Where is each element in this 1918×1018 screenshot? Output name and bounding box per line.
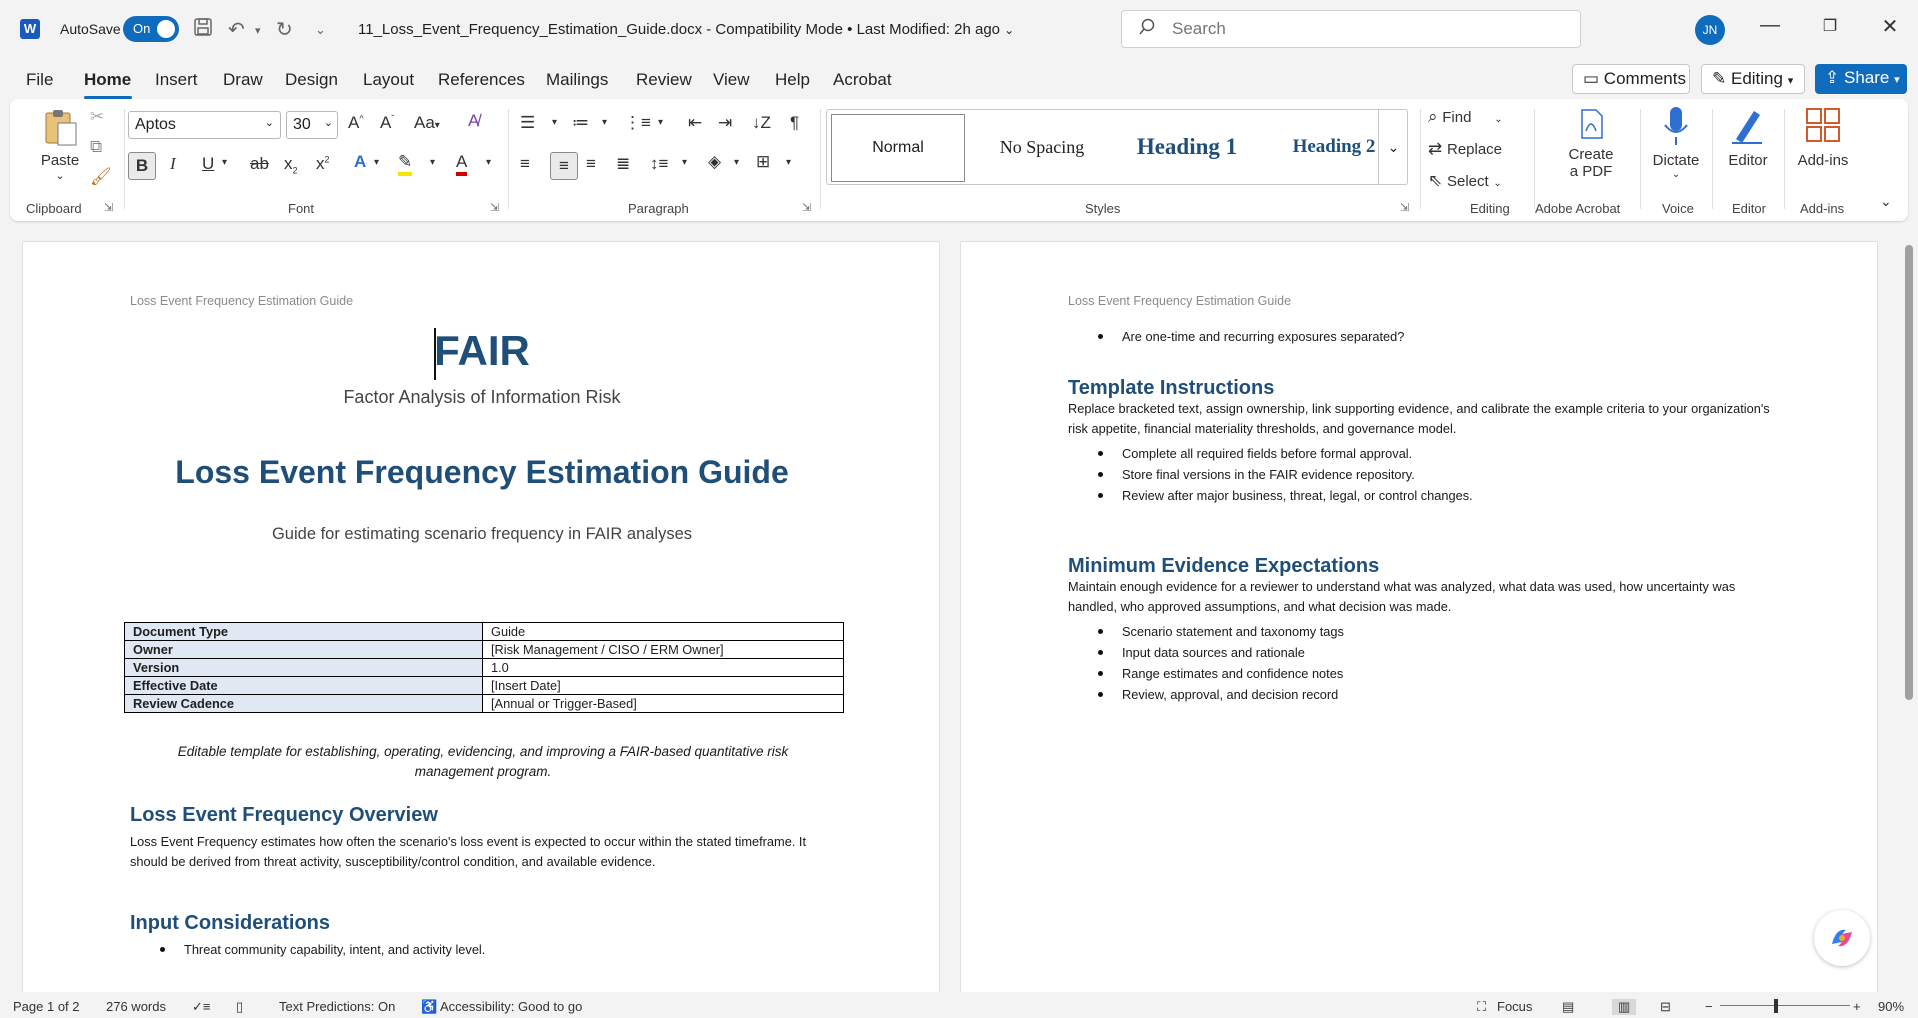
paste-icon [40, 107, 80, 147]
accessibility-status[interactable]: Accessibility: Good to go [440, 999, 583, 1014]
section-heading: Input Considerations [130, 912, 330, 934]
group-label-editing: Editing [1470, 201, 1510, 216]
proofing-icon[interactable]: ✓≡ [192, 999, 211, 1014]
chevron-down-icon[interactable]: ▾ [374, 157, 380, 168]
clipboard-launcher-icon[interactable]: ⇲ [104, 202, 114, 214]
paste-button[interactable] [28, 107, 92, 182]
tab-home[interactable]: Home [84, 70, 132, 89]
word-app-icon: W [20, 19, 40, 39]
divider [820, 109, 821, 209]
subscript-icon[interactable]: $x_2$ [284, 154, 298, 176]
borders-icon[interactable]: ⊞ [756, 152, 771, 171]
bullet-list [130, 939, 830, 960]
document-subtitle: Factor Analysis of Information Risk [343, 387, 621, 407]
copilot-icon [1814, 910, 1870, 966]
page-header: Loss Event Frequency Estimation Guide [130, 294, 354, 308]
editor-label: Editor [1728, 152, 1768, 169]
table-key: Effective Date [125, 677, 483, 695]
chevron-down-icon: ⌄ [323, 117, 333, 129]
table-key: Document Type [125, 623, 483, 641]
change-case-button[interactable]: Aa▾ [414, 113, 440, 132]
document-title[interactable] [358, 21, 1014, 38]
editor-button[interactable] [1718, 105, 1778, 169]
collapse-ribbon-icon[interactable]: ⌄ [1880, 193, 1892, 209]
autosave-state: On [133, 21, 151, 36]
font-color-icon[interactable]: A [456, 152, 467, 176]
table-value: [Insert Date] [483, 677, 844, 695]
select-button[interactable] [1428, 171, 1502, 191]
chevron-down-icon: ▾ [1894, 74, 1900, 86]
chevron-down-icon[interactable]: ▾ [734, 157, 740, 168]
page-2[interactable] [960, 241, 1878, 992]
bullet-list [1068, 326, 1768, 347]
tab-mailings[interactable]: Mailings [546, 70, 609, 89]
align-right-icon[interactable]: ≡ [586, 154, 596, 173]
web-layout-icon[interactable]: ⊟ [1660, 999, 1671, 1014]
group-label-editor: Editor [1732, 201, 1766, 216]
zoom-level[interactable]: 90% [1878, 999, 1905, 1014]
list-item: Review, approval, and decision record [1068, 684, 1768, 705]
chevron-down-icon: ⌄ [1004, 23, 1015, 37]
text-predictions[interactable]: Text Predictions: On [279, 999, 396, 1014]
title-bar [0, 0, 1918, 58]
tab-design[interactable]: Design [285, 70, 338, 89]
table-key: Version [125, 659, 483, 677]
table-value: [Annual or Trigger-Based] [483, 695, 844, 713]
list-item: Threat community capability, intent, and activity level. [130, 939, 830, 960]
tab-file[interactable]: File [26, 70, 54, 89]
dictate-label: Dictate [1652, 152, 1700, 169]
table-row [125, 641, 844, 659]
table-key: Review Cadence [125, 695, 483, 713]
tab-references[interactable]: References [438, 70, 525, 89]
style-normal[interactable]: Normal [831, 114, 965, 182]
italic-icon[interactable]: I [170, 154, 176, 173]
share-label: Share [1843, 68, 1890, 87]
editing-mode-button[interactable] [1701, 64, 1805, 94]
show-formatting-marks-icon[interactable]: ¶ [790, 113, 800, 132]
chevron-down-icon: ⌄ [1671, 169, 1681, 180]
scrollbar-thumb[interactable] [1905, 245, 1913, 700]
replace-icon: ⇄ [1428, 139, 1443, 158]
chevron-down-icon[interactable]: ▾ [486, 157, 492, 168]
undo-icon[interactable]: ↶ [228, 19, 245, 41]
chevron-down-icon[interactable]: ▾ [786, 157, 792, 168]
comments-button[interactable] [1572, 64, 1690, 94]
section-heading: Minimum Evidence Expectations [1068, 555, 1380, 577]
divider [1534, 109, 1535, 209]
pdf-icon [1574, 107, 1608, 141]
editor-pen-icon [1728, 105, 1768, 147]
document-subheading: Guide for estimating scenario frequency in FAIR analyses [271, 525, 693, 543]
multilevel-list-icon[interactable]: ⋮≡ [624, 113, 651, 132]
toggle-knob [157, 20, 175, 38]
document-heading: Loss Event Frequency Estimation Guide [175, 454, 789, 490]
find-button[interactable] [1428, 107, 1503, 127]
font-launcher-icon[interactable]: ⇲ [490, 202, 500, 214]
clear-formatting-icon[interactable]: A̸ [468, 111, 480, 130]
table-row [125, 659, 844, 677]
table-row [125, 623, 844, 641]
list-item: Are one-time and recurring exposures separated? [1068, 326, 1768, 347]
divider [1784, 109, 1785, 209]
accessibility-icon: ♿ [421, 999, 438, 1014]
group-label-clipboard: Clipboard [26, 201, 82, 216]
document-canvas [0, 226, 1918, 992]
highlight-icon[interactable]: ✎ [398, 152, 412, 176]
customize-toolbar-icon[interactable]: ⌄ [315, 22, 326, 37]
close-icon[interactable]: ✕ [1881, 16, 1899, 38]
text-effects-icon[interactable]: A [354, 152, 367, 171]
section-paragraph: Loss Event Frequency estimates how often the scenario's loss event is expected to occur within the stated timeframe. It should be derived from threat activity, susceptibility/control condition, and available evidence. [130, 834, 807, 869]
word-count[interactable]: 276 words [106, 999, 166, 1014]
align-left-icon[interactable]: ≡ [520, 154, 530, 173]
table-value: [Risk Management / CISO / ERM Owner] [483, 641, 844, 659]
style-heading-1[interactable]: Heading 1 [1136, 134, 1238, 159]
comments-label: Comments [1603, 69, 1686, 88]
addins-button[interactable] [1790, 105, 1856, 169]
dictate-button[interactable] [1646, 105, 1706, 180]
page-count[interactable]: Page 1 of 2 [13, 999, 80, 1014]
metadata-table [124, 622, 844, 713]
pencil-icon: ✎ [1712, 69, 1727, 88]
document-title-text: 11_Loss_Event_Frequency_Estimation_Guide.docx - Compatibility Mode • Last Modified: 2h ago [358, 21, 1000, 38]
shading-icon[interactable]: ◈ [708, 152, 722, 171]
group-label-addins: Add-ins [1800, 201, 1845, 216]
sort-icon[interactable]: ↓Z [752, 113, 771, 132]
list-item: Store final versions in the FAIR evidence repository. [1068, 464, 1768, 485]
tab-draw[interactable]: Draw [223, 70, 263, 89]
tab-help[interactable]: Help [775, 70, 810, 89]
chevron-down-icon[interactable]: ▾ [682, 157, 688, 168]
tab-review[interactable]: Review [636, 70, 692, 89]
comment-icon: ▭ [1583, 69, 1600, 88]
tab-acrobat[interactable]: Acrobat [833, 70, 892, 89]
print-layout-icon[interactable]: ▥ [1612, 999, 1636, 1015]
superscript-icon[interactable]: $x^2$ [316, 154, 330, 173]
share-icon: ⇪ [1825, 68, 1840, 87]
zoom-out-icon[interactable]: − [1705, 999, 1713, 1014]
search-input[interactable] [1172, 19, 1552, 39]
align-center-icon[interactable]: ≡ [550, 152, 578, 180]
cursor-icon: ⇖ [1428, 171, 1443, 190]
divider [508, 109, 509, 209]
ribbon [10, 99, 1908, 221]
shrink-font-icon[interactable]: $A^ˇ$ [380, 113, 395, 132]
status-bar [0, 994, 1918, 1018]
chevron-down-icon[interactable]: ▾ [552, 117, 558, 128]
section-paragraph: Maintain enough evidence for a reviewer to understand what was analyzed, what data was used, how uncertainty was handled, who approved assumptions, and what decision was made. [1068, 579, 1736, 614]
group-label-adobe-acrobat: Adobe Acrobat [1535, 201, 1621, 216]
group-label-voice: Voice [1662, 201, 1694, 216]
strikethrough-icon[interactable]: ab [250, 154, 269, 173]
font-name-select[interactable] [128, 111, 281, 139]
list-item: Scenario statement and taxonomy tags [1068, 621, 1768, 642]
chevron-down-icon[interactable]: ▾ [222, 157, 228, 168]
change-case-label: Aa [414, 113, 435, 132]
chevron-down-icon: ⌄ [1494, 114, 1503, 125]
addins-label: Add-ins [1797, 152, 1849, 169]
select-label: Select [1446, 173, 1489, 190]
section-heading: Loss Event Frequency Overview [130, 804, 438, 826]
create-pdf-label-2: a PDF [1569, 163, 1613, 180]
group-label-paragraph: Paragraph [628, 201, 689, 216]
tab-insert[interactable]: Insert [155, 70, 198, 89]
zoom-in-icon[interactable]: + [1853, 999, 1861, 1014]
divider [124, 109, 125, 209]
copilot-button[interactable] [1814, 910, 1870, 966]
format-painter-icon[interactable]: 🖌 [90, 167, 112, 186]
chevron-down-icon: ⌄ [1493, 178, 1502, 189]
replace-label: Replace [1446, 141, 1503, 158]
bullet-list [1068, 621, 1768, 705]
styles-launcher-icon[interactable]: ⇲ [1400, 202, 1410, 214]
intro-paragraph: Editable template for establishing, operating, evidencing, and improving a FAIR-based quantitative risk management program. [177, 744, 789, 779]
chevron-down-icon: ⌄ [264, 117, 274, 129]
list-item: Complete all required fields before formal approval. [1068, 443, 1768, 464]
underline-icon[interactable]: U [202, 154, 215, 173]
table-row [125, 695, 844, 713]
table-row [125, 677, 844, 695]
search-box[interactable] [1121, 10, 1581, 48]
styles-gallery [826, 109, 1408, 185]
chevron-down-icon: ▾ [1787, 75, 1794, 87]
save-icon[interactable] [193, 17, 213, 43]
find-label: Find [1442, 109, 1472, 126]
paste-label: Paste [40, 152, 80, 169]
increase-indent-icon[interactable]: ⇥ [718, 113, 733, 132]
list-item: Range estimates and confidence notes [1068, 663, 1768, 684]
section-heading: Template Instructions [1068, 377, 1275, 399]
replace-button[interactable] [1428, 139, 1502, 159]
avatar[interactable]: JN [1695, 15, 1725, 45]
create-pdf-button[interactable] [1542, 107, 1640, 180]
focus-mode-button[interactable]: Focus [1497, 999, 1533, 1014]
search-icon [1138, 18, 1156, 41]
section-paragraph: Replace bracketed text, assign ownership, link supporting evidence, and calibrate the example criteria to your organization's risk appetite, financial materiality thresholds, and governance model. [1068, 401, 1770, 436]
chevron-down-icon: ⌄ [55, 170, 65, 182]
cut-icon[interactable]: ✂ [90, 107, 105, 126]
page-1[interactable] [22, 241, 940, 992]
decrease-indent-icon[interactable]: ⇤ [688, 113, 703, 132]
style-no-spacing[interactable]: No Spacing [999, 137, 1085, 157]
font-name-value: Aptos [135, 116, 176, 133]
group-label-styles: Styles [1085, 201, 1121, 216]
tab-layout[interactable]: Layout [363, 70, 415, 89]
bold-icon[interactable]: B [128, 152, 156, 180]
editing-label: Editing [1730, 69, 1783, 88]
list-item: Review after major business, threat, legal, or control changes. [1068, 485, 1768, 506]
paragraph-launcher-icon[interactable]: ⇲ [802, 202, 812, 214]
autosave-toggle[interactable] [123, 16, 179, 42]
justify-icon[interactable]: ≣ [616, 154, 631, 173]
addins-grid-icon [1803, 105, 1843, 147]
redo-icon[interactable]: ↻ [276, 19, 293, 41]
zoom-slider[interactable] [1720, 1005, 1850, 1006]
microphone-icon [1661, 105, 1691, 147]
font-size-value: 30 [293, 116, 311, 133]
undo-dropdown-icon[interactable]: ▾ [255, 25, 261, 37]
chevron-down-icon[interactable]: ▾ [602, 117, 608, 128]
table-value: Guide [483, 623, 844, 641]
page-header: Loss Event Frequency Estimation Guide [1068, 294, 1292, 308]
document-title-fair [23, 327, 941, 380]
minimize-icon[interactable]: — [1760, 14, 1780, 36]
tab-view[interactable]: View [713, 70, 750, 89]
divider [1420, 109, 1421, 209]
group-label-font: Font [288, 201, 315, 216]
table-key: Owner [125, 641, 483, 659]
bullets-icon[interactable]: ☰ [520, 113, 536, 132]
bullet-list [1068, 443, 1768, 506]
list-item: Input data sources and rationale [1068, 642, 1768, 663]
title-text: FAIR [434, 327, 530, 374]
line-spacing-icon[interactable]: ↕≡ [650, 154, 669, 173]
divider [1640, 109, 1641, 209]
chevron-down-icon[interactable]: ▾ [658, 117, 664, 128]
styles-more-icon[interactable]: ⌄ [1378, 109, 1408, 185]
restore-icon[interactable]: ❐ [1822, 18, 1838, 35]
focus-icon: ⛶ [1477, 999, 1487, 1014]
style-heading-2[interactable]: Heading 2 [1292, 136, 1376, 157]
table-value: 1.0 [483, 659, 844, 677]
read-aloud-book-icon[interactable]: ▯ [236, 999, 244, 1014]
font-size-select[interactable] [286, 111, 338, 139]
divider [1712, 109, 1713, 209]
chevron-down-icon[interactable]: ▾ [430, 157, 436, 168]
create-pdf-label-1: Create [1568, 146, 1614, 163]
share-button[interactable] [1815, 64, 1907, 94]
grow-font-icon[interactable]: A^ [348, 113, 364, 132]
numbering-icon[interactable]: ≔ [572, 113, 589, 132]
zoom-slider-thumb[interactable] [1774, 999, 1778, 1013]
autosave-label: AutoSave [60, 21, 121, 37]
copy-icon[interactable]: ⧉ [90, 137, 103, 156]
search-icon: ⌕ [1428, 107, 1438, 126]
read-mode-icon[interactable]: ▤ [1562, 999, 1575, 1014]
